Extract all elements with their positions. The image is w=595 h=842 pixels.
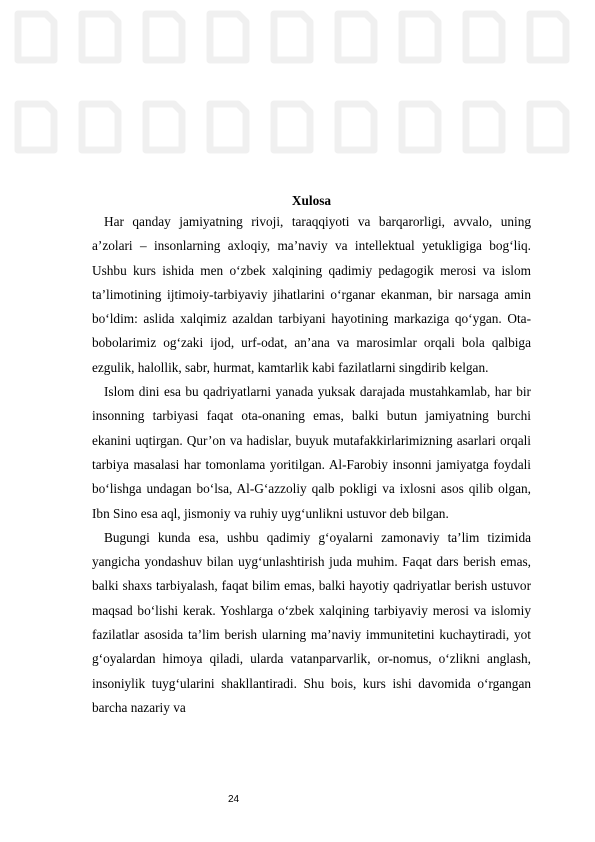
page-number: 24 [228,794,240,805]
document-title: Xulosa [291,193,332,208]
watermark-pattern [0,0,595,190]
paragraph-3: Bugungi kunda esa, ushbu qadimiy g‘oyalarni zamonaviy ta’lim tizimida yangicha yondashuv bilan uyg‘unlashtirish juda muhim. Faqat dars berish emas, balki shaxs tarbiyalash, faqat bilim emas, balki hayotiy qadriyatlar berish ustuvor maqsad bo‘lishi kerak. Yoshlarga o‘zbek xalqining tarbiyaviy merosi va islomiy fazilatlar asosida ta’lim berish ularning ma’naviy immunitetini kuchaytiradi, yot g‘oyalardan himoya qiladi, ularda vatanparvarlik, or-nomus, o‘zlikni anglash, insoniylik tuyg‘ularini shakllantiradi. Shu bois, kurs ishi davomida o‘rgangan barcha nazariy va [92,529,531,715]
paragraph-2: Islom dini esa bu qadriyatlarni yanada yuksak darajada mustahkamlab, har bir insonning tarbiyasi faqat ota-onaning emas, balki butun jamiyatning burchi ekanini uqtirgan. Qur’on va hadislar, buyuk mutafakkirlarimizning asarlari orqali tarbiya masalasi har tomonlama yoritilgan. Al-Farobiy insonni jamiyatga foydali bo‘lishga undagan bo‘lsa, Al-G‘azzoliy qalb pokligi va ixlosni asos qilib olgan, Ibn Sino esa aql, jismoniy va ruhiy uyg‘unlikni ustuvor deb bilgan. [92,384,531,521]
document-body [92,192,531,720]
paragraph-1: Har qanday jamiyatning rivoji, taraqqiyoti va barqarorligi, avvalo, uning a’zolari – insonlarning axloqiy, ma’naviy va intellektual yetukligiga bog‘liq. Ushbu kurs ishida men o‘zbek xalqining qadimiy pedagogik merosi va islom ta’limotining ijtimoiy-tarbiyaviy jihatlarini o‘rganar ekanman, bir narsaga amin bo‘ldim: aslida xalqimiz azaldan tarbiyani hayotining markaziga qo‘ygan. Ota-bobolarimiz og‘zaki ijod, urf-odat, an’ana va marosimlar orqali bola qalbiga ezgulik, halollik, sabr, hurmat, kamtarlik kabi fazilatlarni singdirib kelgan. [92,214,531,375]
